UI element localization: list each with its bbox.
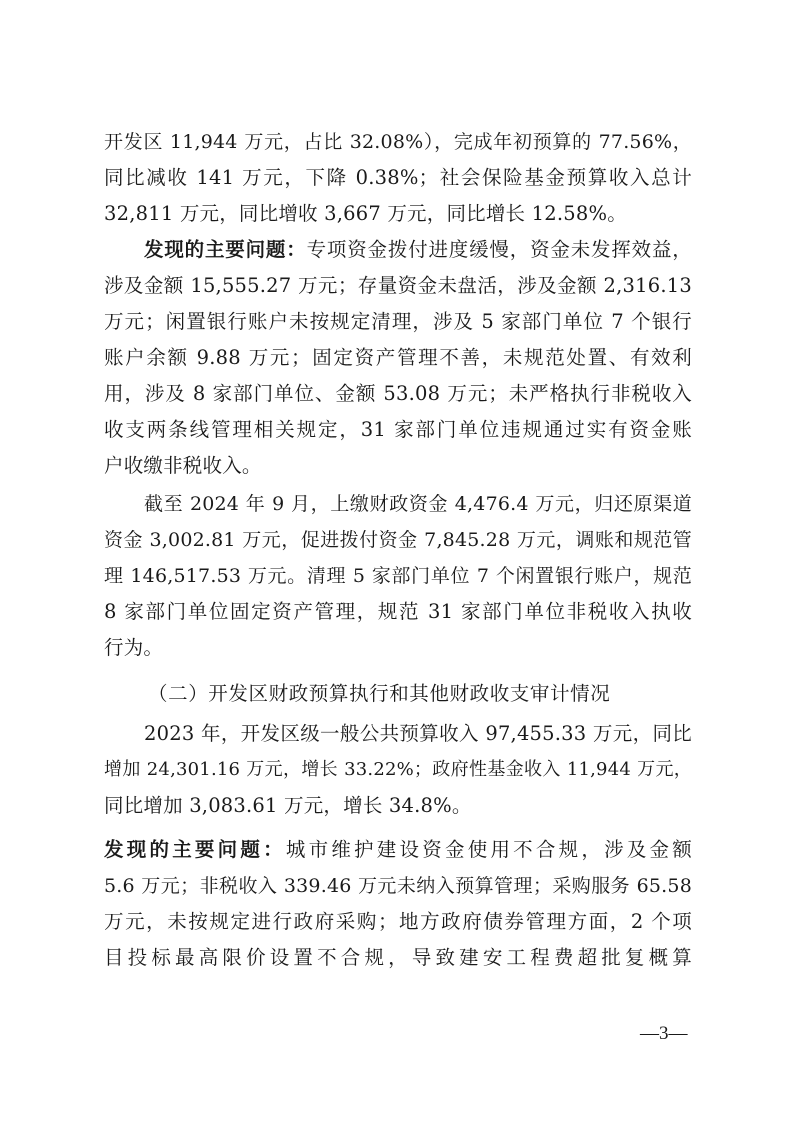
issues-text-2: 城市维护建设资金使用不合规，涉及金额 (285, 838, 692, 861)
text-line-7: 账户余额 9.88 万元；固定资产管理不善，未规范处置、有效利 (104, 346, 692, 369)
text-line-11: 截至 2024 年 9 月，上缴财政资金 4,476.4 万元，归还原渠道 (144, 493, 692, 515)
section-heading: （二）开发区财政预算执行和其他财政收支审计情况 (148, 682, 611, 705)
text-line-13: 理 146,517.53 万元。清理 5 家部门单位 7 个闲置银行账户，规范 (104, 565, 692, 587)
text-line-15: 行为。 (104, 636, 164, 659)
text-line-1: 开发区 11,944 万元，占比 32.08%），完成年初预算的 77.56%， (104, 131, 692, 153)
text-line-17: 2023 年，开发区级一般公共预算收入 97,455.33 万元，同比 (144, 722, 692, 745)
text-line-20 (104, 832, 692, 868)
text-line-2: 同比减收 141 万元，下降 0.38%；社会保险基金预算收入总计 (104, 166, 692, 189)
text-line-3: 32,811 万元，同比增收 3,667 万元，同比增长 12.58%。 (104, 202, 627, 225)
text-line-22: 万元，未按规定进行政府采购；地方政府债券管理方面，2 个项 (104, 910, 692, 933)
issues-heading-2: 发现的主要问题： (104, 838, 286, 861)
page-number: —3— (640, 1023, 688, 1044)
text-line-12: 资金 3,002.81 万元，促进拨付资金 7,845.28 万元，调账和规范管 (104, 529, 692, 551)
text-line-9: 收支两条线管理相关规定，31 家部门单位违规通过实有资金账 (104, 418, 692, 441)
text-line-21: 5.6 万元；非税收入 339.46 万元未纳入预算管理；采购服务 65.58 (104, 875, 692, 897)
issues-heading: 发现的主要问题： (144, 238, 307, 261)
text-line-23: 目投标最高限价设置不合规，导致建安工程费超批复概算 (104, 946, 692, 969)
text-line-19: 同比增加 3,083.61 万元，增长 34.8%。 (104, 794, 472, 817)
text-line-10: 户收缴非税收入。 (104, 454, 262, 477)
issues-text: 专项资金拨付进度缓慢，资金未发挥效益， (306, 238, 692, 261)
text-line-5: 涉及金额 15,555.27 万元；存量资金未盘活，涉及金额 2,316.13 (104, 274, 692, 297)
text-line-18: 增加 24,301.16 万元，增长 33.22%；政府性基金收入 11,944 万元， (104, 759, 692, 780)
text-line-4 (144, 232, 692, 268)
text-line-8: 用，涉及 8 家部门单位、金额 53.08 万元；未严格执行非税收入 (104, 382, 692, 405)
text-line-14: 8 家部门单位固定资产管理，规范 31 家部门单位非税收入执收 (104, 600, 692, 623)
text-line-6: 万元；闲置银行账户未按规定清理，涉及 5 家部门单位 7 个银行 (104, 310, 692, 333)
